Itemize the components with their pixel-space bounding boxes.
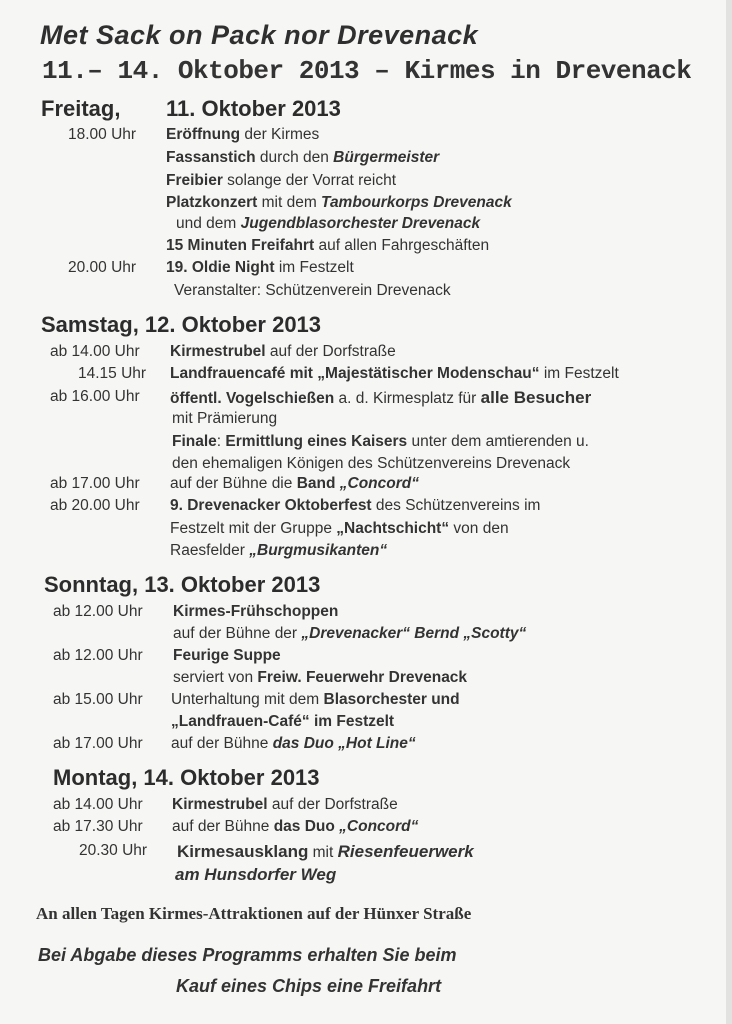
event-fri-4: Platzkonzert mit dem Tambourkorps Drevenack (166, 194, 512, 211)
time-sun-2: ab 12.00 Uhr (53, 647, 143, 664)
event-sat-8: 9. Drevenacker Oktoberfest des Schützenvereins im (170, 497, 541, 514)
time-fri-1: 18.00 Uhr (68, 126, 137, 143)
event-sat-6: den ehemaligen Königen des Schützenvereins Drevenack (172, 455, 571, 472)
event-sat-3: öffentl. Vogelschießen a. d. Kirmesplatz für alle Besucher (170, 388, 592, 407)
event-sat-5: Finale: Ermittlung eines Kaisers unter dem amtierenden u. (172, 433, 589, 450)
event-sun-3: Feurige Suppe (173, 647, 281, 664)
event-sat-1: Kirmestrubel auf der Dorfstraße (170, 343, 396, 360)
time-sat-5: ab 20.00 Uhr (50, 497, 140, 514)
time-sat-4: ab 17.00 Uhr (50, 475, 140, 492)
footer-offer-line2: Kauf eines Chips eine Freifahrt (176, 976, 442, 996)
event-sun-5: Unterhaltung mit dem Blasorchester und (171, 691, 460, 708)
event-fri-6: 15 Minuten Freifahrt auf allen Fahrgeschäften (166, 237, 490, 254)
time-sun-1: ab 12.00 Uhr (53, 603, 143, 620)
time-sat-1: ab 14.00 Uhr (50, 343, 140, 360)
event-mon-3: Kirmesausklang mit Riesenfeuerwerk (177, 842, 474, 861)
time-mon-2: ab 17.30 Uhr (53, 818, 143, 835)
event-sat-10: Raesfelder „Burgmusikanten“ (170, 542, 388, 559)
event-mon-2: auf der Bühne das Duo „Concord“ (172, 818, 419, 835)
time-sun-3: ab 15.00 Uhr (53, 691, 143, 708)
event-fri-2: Fassanstich durch den Bürgermeister (166, 149, 440, 166)
event-sun-6: „Landfrauen-Café“ im Festzelt (171, 713, 395, 730)
event-sun-1: Kirmes-Frühschoppen (173, 603, 339, 620)
event-sat-7: auf der Bühne die Band „Concord“ (170, 475, 419, 492)
page-title: Met Sack on Pack nor Drevenack (40, 20, 479, 50)
page-edge (726, 0, 732, 1024)
time-sat-3: ab 16.00 Uhr (50, 388, 140, 405)
day-heading-saturday: Samstag, 12. Oktober 2013 (41, 312, 322, 337)
time-sun-4: ab 17.00 Uhr (53, 735, 143, 752)
event-sat-4: mit Prämierung (172, 410, 278, 427)
event-sun-7: auf der Bühne das Duo „Hot Line“ (171, 735, 416, 752)
time-mon-1: ab 14.00 Uhr (53, 796, 143, 813)
event-fri-8: Veranstalter: Schützenverein Drevenack (174, 282, 451, 299)
event-sun-4: serviert von Freiw. Feuerwehr Drevenack (173, 669, 468, 686)
event-fri-7: 19. Oldie Night im Festzelt (166, 259, 354, 276)
page-subtitle: 11.– 14. Oktober 2013 – Kirmes in Drevenack (42, 56, 692, 86)
day-heading-sunday: Sonntag, 13. Oktober 2013 (44, 572, 321, 597)
footer-offer-line1: Bei Abgabe dieses Programms erhalten Sie beim (38, 945, 457, 965)
event-mon-4: am Hunsdorfer Weg (175, 865, 337, 884)
event-sat-2: Landfrauencafé mit „Majestätischer Modenschau“ im Festzelt (170, 365, 619, 382)
event-fri-1: Eröffnung der Kirmes (166, 126, 320, 143)
event-sun-2: auf der Bühne der „Drevenacker“ Bernd „Scotty“ (173, 625, 527, 642)
day-heading-friday: Freitag, (41, 96, 121, 121)
time-mon-3: 20.30 Uhr (79, 842, 148, 859)
footer-attractions: An allen Tagen Kirmes-Attraktionen auf der Hünxer Straße (36, 904, 472, 923)
time-sat-2: 14.15 Uhr (78, 365, 147, 382)
event-sat-9: Festzelt mit der Gruppe „Nachtschicht“ von den (170, 520, 509, 537)
event-fri-3: Freibier solange der Vorrat reicht (166, 172, 397, 189)
event-mon-1: Kirmestrubel auf der Dorfstraße (172, 796, 398, 813)
event-fri-5: und dem Jugendblasorchester Drevenack (176, 215, 481, 232)
time-fri-2: 20.00 Uhr (68, 259, 137, 276)
date-friday: 11. Oktober 2013 (166, 96, 341, 121)
day-heading-monday: Montag, 14. Oktober 2013 (53, 765, 320, 790)
